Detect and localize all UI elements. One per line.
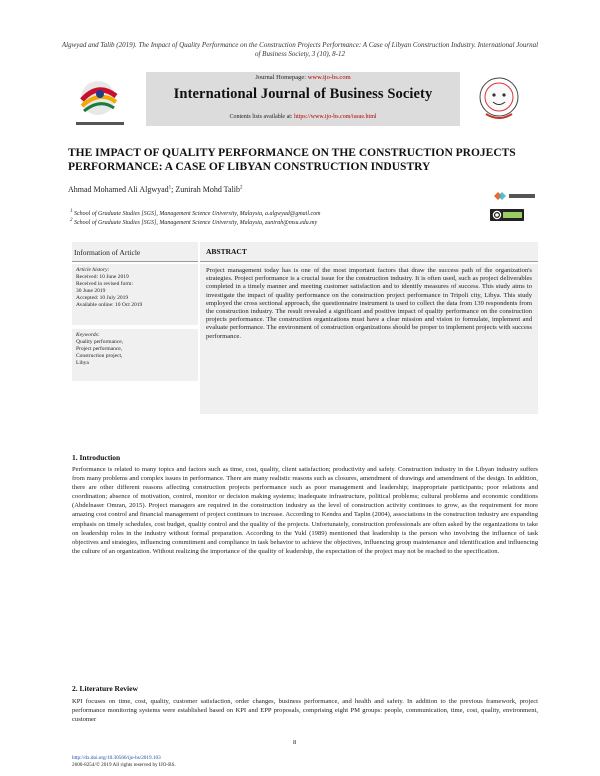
paper-title: THE IMPACT OF QUALITY PERFORMANCE ON THE CONSTRUCTION PROJECTS PERFORMANCE: A CASE OF LIBYAN CONSTRUCTION INDUSTRY [68, 147, 516, 173]
author-2: Zunirah Mohd Talib [175, 185, 241, 194]
doi-link[interactable]: http://dx.doi.org/10.30566/ijo-bs/2019.103 [72, 755, 161, 761]
cc-license-icon[interactable] [490, 209, 524, 221]
affiliation-2 [70, 218, 317, 226]
citation-header: Algwyad and Talib (2019). The Impact of Quality Performance on the Construction Projects Performance: A Case of Libyan Construction Industry. International Journal of Business Society, 3 (10), 8-12 [61, 41, 539, 58]
article-history [72, 264, 198, 325]
keyword: Construction project, [76, 353, 123, 359]
abstract-heading: ABSTRACT [200, 242, 538, 262]
journal-header-band [146, 72, 460, 126]
author-2-sup: 2 [240, 185, 243, 191]
affiliation-2-sup: 2 [70, 218, 73, 223]
keyword: Libya [76, 360, 89, 366]
crossref-icon[interactable] [492, 190, 538, 202]
abstract-body: Project management today has is one of the most important factors that draw the success path of the organization's strategies. Project performance is a crucial issue for the construction industry. It is often used, such as project deliverables completed in a timely manner and meeting customer satisfaction and to identify measures of success. This study aims to investigate the impact of quality performance on the construction project performance in Tripoli city, Libya. This study employed the cross sectional approach, the questionnaire instrument is used to collect the data from 139 respondents from the construction industry. The result revealed a significant and positive impact of quality performance on the construction projects performance. The construction organizations must have a clear mission and vision to formulate, implement and evaluate performance. The environment of construction organizations should be proper to implement projects with success performance. [200, 264, 538, 414]
author-separator: ; [171, 185, 176, 194]
abstract-panel [200, 242, 538, 414]
homepage-label: Journal Homepage: [255, 74, 307, 81]
author-1: Ahmad Mohamed Ali Algwyad [68, 185, 169, 194]
author-1-sup: 1 [168, 185, 172, 191]
journal-emblem-icon [70, 76, 130, 130]
publisher-seal-icon [476, 74, 522, 124]
contents-label: Contents lists available at: [229, 114, 293, 120]
section-introduction-heading: 1. Introduction [72, 453, 121, 462]
online-date: Available online: 10 Oct 2019 [76, 302, 143, 308]
affiliation-2-text: School of Graduate Studies [SGS], Management Science University, Malaysia, zunirah@msu.edu.my [74, 220, 318, 226]
affiliation-1-text: School of Graduate Studies [SGS], Management Science University, Malaysia, a.algwyad@gmail.com [74, 211, 321, 217]
affiliation-1 [70, 209, 320, 217]
contents-line [146, 114, 460, 120]
introduction-paragraph: Performance is related to many topics and factors such as time, cost, quality, client satisfaction; productivity and safety. Construction industry in the Libyan industry suffers from many problems and complex issues in performance. There are many realistic reasons such as closures, amendment of drawings and amendment of the design. In addition, there are other different reasons affecting construction projects performance such as poor management and leadership; inappropriate participants; poor relations and coordination; absence of motivation, control, monitor or decision making systems; inadequate infrastructure, political problems; cultural problems and economic conditions (Abdelnaser Omran, 2015). Project managers are required in the construction industry as the level of construction activity continues to grow, as the requirement for more amazing cost control and financial management of project continues to increase. According to Kendra and Taplin (2004), associations in the construction industry are expanding emphasis on timely schedules, cost budget, quality control and the quality of the projects. Unfortunately, construction professionals are often asked by the organizations to take on leadership roles in the industry without formal preparation. According to the Yukl (1989) mentioned that leadership is the person who involving the influence of task objectives and strategies, influencing commitment and compliance in task behavior to achieve the objectives, influencing group maintenance and identification and influencing the culture of an organization. Without realizing the importance of the quality of leadership, the expectation of the project may not be reached to the specification. [72, 466, 538, 555]
journal-name: International Journal of Business Society [173, 86, 433, 102]
revised-label: Received in revised form: [76, 281, 133, 287]
section-literature-heading: 2. Literature Review [72, 684, 138, 693]
keywords-box [72, 329, 198, 381]
homepage-link[interactable]: www.ijo-bs.com [307, 74, 351, 81]
revised-date: 30 June 2019 [76, 288, 106, 294]
received-date: Received: 10 June 2019 [76, 274, 129, 280]
journal-homepage-line [146, 74, 460, 81]
author-list [68, 185, 243, 194]
accepted-date: Accepted: 10 July 2019 [76, 295, 129, 301]
keywords-label: Keywords: [76, 332, 100, 338]
article-info-panel [72, 242, 198, 381]
keyword: Quality performance, [76, 339, 124, 345]
history-label: Article history: [76, 267, 110, 273]
literature-paragraph: KPI focuses on time, cost, quality, customer satisfaction, order changes, business performance, and health and safety. In addition to the previous framework, project performance monitoring systems were established based on KPI and EPP proposals, comprising eight PM groups: people, communication, time, cost, quality, environment, customer [72, 698, 538, 724]
page-number: 8 [293, 739, 297, 746]
contents-link[interactable]: https://www.ijo-bs.com/issue.html [294, 114, 377, 120]
copyright-notice: 2600-8254/© 2019 All rights reserved by IJO-BS. [72, 762, 176, 768]
affiliation-1-sup: 1 [70, 209, 73, 214]
keyword: Project performance, [76, 346, 123, 352]
article-info-heading: Information of Article [72, 242, 198, 262]
